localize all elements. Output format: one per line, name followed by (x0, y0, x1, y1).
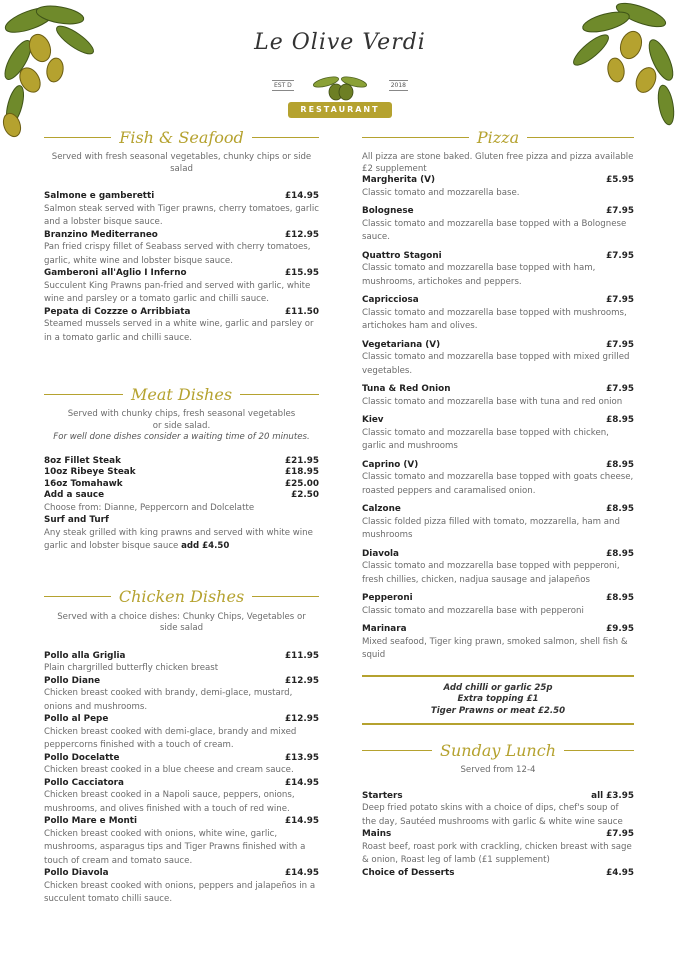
menu-item-row (44, 714, 319, 726)
menu-item (44, 676, 319, 715)
menu-item (362, 549, 634, 588)
menu-item-row (362, 549, 634, 561)
logo-est: EST D (274, 82, 292, 89)
menu-item-name: Pollo Docelatte (44, 752, 120, 763)
menu-item-price: £14.95 (285, 777, 319, 788)
menu-item (362, 340, 634, 379)
sunday-section-title: Sunday Lunch (440, 740, 556, 760)
divider (527, 137, 634, 138)
menu-item-row (44, 456, 319, 468)
surf-add-price: add £4.50 (181, 541, 230, 551)
menu-item-row (362, 829, 634, 841)
menu-item-row (44, 268, 319, 280)
sunday-intro: Served from 12-4 (460, 765, 536, 775)
menu-item-name: Pollo Diavola (44, 868, 109, 878)
menu-item-row (362, 206, 634, 218)
menu-item (44, 230, 319, 269)
menu-item (362, 415, 634, 454)
menu-item-row (44, 479, 319, 491)
menu-item (362, 384, 634, 409)
extra-prawns-meat: Tiger Prawns or meat £2.50 (430, 705, 566, 716)
menu-item (362, 593, 634, 618)
menu-item-row (44, 467, 319, 479)
menu-item (44, 778, 319, 817)
menu-item (362, 175, 634, 200)
menu-item-price: £18.95 (285, 467, 319, 477)
menu-item-price: £14.95 (285, 868, 319, 878)
divider (44, 596, 111, 597)
divider (362, 137, 469, 138)
menu-item-price: £14.95 (285, 191, 319, 201)
menu-item-name: Pollo Mare e Monti (44, 816, 137, 826)
surf-and-turf-name: Surf and Turf (44, 515, 109, 525)
logo-ribbon: RESTAURANT (288, 102, 392, 118)
olive-branch-left-icon (0, 0, 110, 140)
meat-section-header (44, 383, 319, 405)
menu-item-price: £4.95 (606, 867, 634, 878)
menu-item-description: Chicken breast cooked with onions, white wine, garlic, mushrooms, asparagus tips and Tiger Prawns finished with a touch of cream and tomato sauce. (44, 828, 306, 866)
sunday-section-header (362, 739, 634, 761)
menu-item-row (44, 230, 319, 242)
restaurant-logo (250, 28, 430, 124)
menu-item-price: £8.95 (606, 548, 634, 559)
menu-item-price: £15.95 (285, 268, 319, 278)
menu-item-name: Pollo al Pepe (44, 714, 109, 724)
divider (44, 137, 111, 138)
chicken-section-header (44, 586, 319, 608)
menu-item-name: Add a sauce (44, 490, 105, 500)
menu-item-price: £11.50 (285, 306, 319, 317)
menu-item (362, 295, 634, 334)
menu-item-description: Salmon steak served with Tiger prawns, cherry tomatoes, garlic and a lobster bisque sauce. (44, 203, 319, 227)
menu-item-price: £11.95 (285, 650, 319, 661)
surf-and-turf-description (44, 527, 319, 554)
menu-item-row (362, 175, 634, 187)
menu-item (362, 460, 634, 499)
menu-item-row (44, 816, 319, 828)
menu-item-price: £12.95 (285, 714, 319, 724)
menu-item-name: Quattro Stagoni (362, 250, 442, 261)
menu-item-row (362, 460, 634, 472)
menu-item-price: £7.95 (606, 339, 634, 350)
menu-item-name: Pollo alla Griglia (44, 650, 126, 661)
menu-item-name: Tuna & Red Onion (362, 384, 451, 394)
right-column (362, 126, 634, 879)
menu-item-price: £9.95 (606, 624, 634, 634)
menu-item (44, 714, 319, 753)
menu-item-row (44, 753, 319, 765)
menu-item-name: Pollo Cacciatora (44, 777, 124, 788)
divider (44, 394, 123, 395)
menu-item-price: £8.95 (606, 459, 634, 470)
menu-item-price: £14.95 (285, 816, 319, 826)
menu-item-row (362, 868, 634, 880)
menu-item (362, 251, 634, 290)
menu-item-description: Deep fried potato skins with a choice of dips, chef's soup of the day, Sautéed mushrooms with garlic & white wine sauce (362, 803, 623, 827)
chicken-section-title: Chicken Dishes (118, 587, 245, 606)
menu-item (362, 504, 634, 543)
menu-item-row (362, 340, 634, 352)
menu-item-description: Classic tomato and mozzarella base topped with mushrooms, artichokes ham and olives. (362, 307, 627, 331)
divider (362, 750, 432, 751)
menu-item-price: £8.95 (606, 415, 634, 425)
pizza-list (362, 175, 634, 663)
menu-item-name: Pepata di Cozzze o Arribbiata (44, 306, 191, 317)
menu-item-row (362, 504, 634, 516)
menu-item-price: £8.95 (606, 504, 634, 514)
menu-item-row (362, 624, 634, 636)
menu-item-price: £7.95 (606, 829, 634, 839)
menu-item-name: 10oz Ribeye Steak (44, 467, 136, 477)
menu-item-name: Calzone (362, 504, 401, 514)
menu-item-name: Vegetariana (V) (362, 339, 441, 350)
menu-item (44, 816, 319, 868)
menu-item (44, 268, 319, 307)
menu-item-description: Classic tomato and mozzarella base topped with pepperoni, fresh chillies, chicken, nadjua sausage and jalapeños (362, 561, 620, 585)
menu-item (362, 791, 634, 830)
menu-item-name: Capricciosa (362, 295, 419, 305)
menu-item-description: Plain chargrilled butterfly chicken breast (44, 663, 219, 673)
sauce-description: Choose from: Dianne, Peppercorn and Dolcelatte (44, 502, 255, 513)
menu-item (44, 467, 319, 479)
menu-item-row (362, 791, 634, 803)
menu-item (362, 829, 634, 868)
menu-item-description: Classic tomato and mozzarella base topped with chicken, garlic and mushrooms (362, 427, 609, 451)
pizza-section-title: Pizza (476, 127, 520, 147)
menu-item-price: £7.95 (606, 295, 634, 305)
menu-item-price: all £3.95 (591, 790, 634, 801)
menu-item-price: £12.95 (285, 675, 319, 686)
menu-item-name: 16oz Tomahawk (44, 478, 123, 489)
menu-item-row (362, 295, 634, 307)
meat-section-title: Meat Dishes (130, 384, 233, 404)
menu-item-description: Classic tomato and mozzarella base with tuna and red onion (362, 396, 623, 407)
menu-item-name: Mains (362, 829, 392, 839)
surf-desc-text: Any steak grilled with king prawns and served with white wine garlic and lobster bisque sauce (44, 527, 313, 551)
meat-list (44, 456, 319, 502)
fish-section-header (44, 126, 319, 148)
menu-item-price: £7.95 (606, 250, 634, 261)
menu-item-price: £8.95 (606, 593, 634, 603)
menu-item-description: Classic tomato and mozzarella base with pepperoni (362, 605, 584, 616)
fish-list (44, 191, 319, 345)
menu-item (44, 753, 319, 778)
menu-item-description: Chicken breast cooked with demi-glace, brandy and mixed peppercorns finished with a touch of cream. (44, 726, 297, 750)
menu-item-description: Chicken breast cooked in a blue cheese and cream sauce. (44, 765, 294, 775)
menu-item-description: Classic folded pizza filled with tomato, mozzarella, ham and mushrooms (362, 516, 620, 540)
menu-item (44, 490, 319, 502)
chicken-intro: Served with a choice dishes: Chunky Chips, Vegetables or side salad (57, 611, 306, 633)
menu-item-price: £25.00 (285, 478, 319, 489)
menu-item-price: £7.95 (606, 384, 634, 394)
menu-item-description: Classic tomato and mozzarella base. (362, 187, 520, 198)
menu-item-name: Kiev (362, 415, 384, 425)
sunday-list (362, 791, 634, 880)
divider (240, 394, 319, 395)
menu-item-price: £13.95 (285, 752, 319, 763)
menu-item-description: Classic tomato and mozzarella base topped with goats cheese, roasted peppers and caramalised onion. (362, 472, 634, 496)
menu-item (44, 191, 319, 230)
menu-item (44, 479, 319, 491)
meat-intro: Served with chunky chips, fresh seasonal vegetables or side salad. (67, 409, 296, 431)
menu-item (362, 868, 634, 880)
menu-item (362, 624, 634, 663)
divider (252, 137, 319, 138)
logo-name: Le Olive Verdi (254, 30, 426, 55)
left-column (44, 126, 319, 907)
menu-item-name: Pollo Diane (44, 675, 101, 686)
menu-item-name: Marinara (362, 624, 407, 634)
menu-item-name: Starters (362, 790, 403, 801)
menu-item-row (362, 251, 634, 263)
menu-item-name: Branzino Mediterraneo (44, 229, 158, 240)
menu-item-description: Chicken breast cooked with onions, peppers and jalapeños in a succulent tomato chilli sauce. (44, 880, 316, 904)
menu-item-row (44, 676, 319, 688)
olive-logo-icon (312, 68, 368, 102)
menu-item-description: Roast beef, roast pork with crackling, chicken breast with sage & onion, Roast leg of lamb (£1 supplement) (362, 841, 632, 865)
menu-item-description: Steamed mussels served in a white wine, garlic and parsley or in a tomato garlic and chilli sauce. (44, 319, 314, 343)
menu-item-name: 8oz Fillet Steak (44, 455, 121, 466)
menu-item-name: Diavola (362, 548, 399, 559)
menu-item-description: Succulent King Prawns pan-fried and served with garlic, white wine and parsley or a tomato garlic and chilli sauce. (44, 280, 311, 304)
menu-item-name: Pepperoni (362, 593, 413, 603)
menu-item-row (44, 307, 319, 319)
menu-item-description: Chicken breast cooked in a Napoli sauce, peppers, onions, mushrooms, and olives finished with a touch of red wine. (44, 790, 295, 814)
olive-branch-right-icon (561, 0, 681, 130)
menu-item (44, 868, 319, 907)
menu-item-description: Classic tomato and mozzarella base topped with ham, mushrooms, artichokes and peppers. (362, 263, 596, 287)
menu-item-description: Pan fried crispy fillet of Seabass served with cherry tomatoes, garlic, white wine and lobster bisque sauce. (44, 242, 311, 266)
pizza-extras (362, 675, 634, 726)
menu-item (362, 206, 634, 245)
menu-item-description: Classic tomato and mozzarella base topped with a Bolognese sauce. (362, 218, 627, 242)
menu-item-name: Choice of Desserts (362, 867, 455, 878)
pizza-section-header (362, 126, 634, 148)
menu-item-price: £5.95 (606, 175, 634, 185)
menu-item-price: £7.95 (606, 206, 634, 216)
extra-chilli-garlic: Add chilli or garlic 25p (443, 682, 553, 693)
menu-item-description: Chicken breast cooked with brandy, demi-glace, mustard, onions and mushrooms. (44, 688, 293, 712)
menu-item-name: Caprino (V) (362, 459, 419, 470)
menu-item-row (44, 191, 319, 203)
menu-item-row (44, 868, 319, 880)
menu-item-price: £12.95 (285, 229, 319, 240)
menu-item-row (362, 415, 634, 427)
menu-item-description: Mixed seafood, Tiger king prawn, smoked salmon, shell fish & squid (362, 636, 628, 660)
pizza-intro: All pizza are stone baked. Gluten free pizza and pizza available £2 supplement (362, 152, 634, 174)
divider (252, 596, 319, 597)
logo-year: 2018 (390, 82, 406, 89)
menu-item-row (362, 593, 634, 605)
menu-item-row (44, 651, 319, 663)
menu-item-name: Bolognese (362, 206, 414, 216)
menu-item-name (44, 515, 319, 527)
menu-item-price: £21.95 (285, 455, 319, 466)
menu-item-name: Salmone e gamberetti (44, 191, 155, 201)
divider (564, 750, 634, 751)
menu-item-name: Margherita (V) (362, 175, 435, 185)
menu-item-price: £2.50 (291, 490, 319, 500)
menu-item-row (44, 490, 319, 502)
menu-item (44, 651, 319, 676)
menu-item-row (44, 778, 319, 790)
menu-item (44, 456, 319, 468)
chicken-list (44, 651, 319, 907)
meat-note: For well done dishes consider a waiting time of 20 minutes. (53, 432, 310, 442)
extra-topping: Extra topping £1 (457, 694, 539, 704)
fish-section-title: Fish & Seafood (119, 127, 244, 147)
fish-intro: Served with fresh seasonal vegetables, chunky chips or side salad (51, 152, 312, 174)
menu-item-row (362, 384, 634, 396)
menu-item-name: Gamberoni all'Aglio I Inferno (44, 268, 187, 278)
menu-item-description: Classic tomato and mozzarella base topped with mixed grilled vegetables. (362, 352, 630, 376)
menu-item (44, 307, 319, 346)
